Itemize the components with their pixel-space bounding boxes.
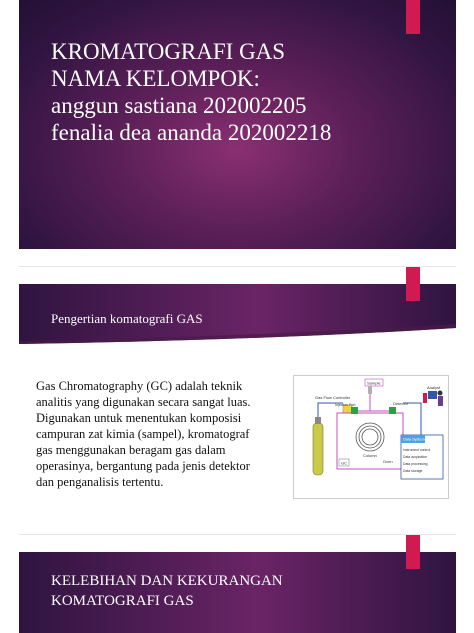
diagram-label: Instrument control	[403, 448, 431, 452]
slide-title-text	[51, 38, 431, 146]
diagram-label: Data System	[403, 437, 425, 442]
body-line: Gas Chromatography (GC) adalah teknik	[36, 379, 243, 393]
title-line: fenalia dea ananda 202002218	[51, 120, 332, 145]
title-line: anggun sastiana 202002205	[51, 93, 307, 118]
diagram-label: Analyst	[427, 385, 441, 390]
body-line: operasinya, bergantung pada jenis detektor	[36, 459, 250, 473]
accent-bar	[406, 267, 420, 301]
diagram-label: Sample	[367, 380, 381, 386]
title-line: KROMATOGRAFI GAS	[51, 39, 286, 64]
diagram-label: Detector	[393, 401, 409, 406]
gas-cylinder-icon	[313, 423, 323, 475]
slide-definition	[19, 266, 456, 515]
body-line: gas menggunakan beragam gas dalam	[36, 443, 226, 457]
diagram-label: Data acquisition	[403, 455, 428, 459]
diagram-label: Column	[363, 453, 377, 458]
accent-bar	[406, 535, 420, 569]
slide-advantages	[19, 534, 456, 633]
heading-line: KOMATOGRAFI GAS	[51, 593, 194, 609]
gc-diagram	[293, 375, 449, 499]
accent-bar	[406, 0, 420, 34]
heading-line: KELEBIHAN DAN KEKURANGAN	[51, 573, 283, 589]
title-line: NAMA KELOMPOK:	[51, 66, 260, 91]
body-line: campuran zat kimia (sampel), kromatograf	[36, 427, 250, 441]
diagram-label: Oven	[383, 459, 393, 464]
diagram-label: GC	[341, 460, 347, 466]
body-line: Digunakan untuk menentukan komposisi	[36, 411, 242, 425]
body-line: analitis yang digunakan secara sangat luas.	[36, 395, 251, 409]
diagram-label: Data storage	[403, 469, 423, 473]
slide-body-text	[36, 378, 298, 490]
diagram-label: Injection Port	[335, 403, 356, 407]
slide-title	[19, 0, 456, 249]
diagram-label: Data processing	[403, 462, 428, 466]
diagram-label: Gas Flow Controller	[315, 395, 351, 400]
slide-heading	[51, 571, 431, 611]
slide-heading: Pengertian komatografi GAS	[51, 311, 203, 326]
body-line: dan penganalisis tertentu.	[36, 475, 164, 489]
